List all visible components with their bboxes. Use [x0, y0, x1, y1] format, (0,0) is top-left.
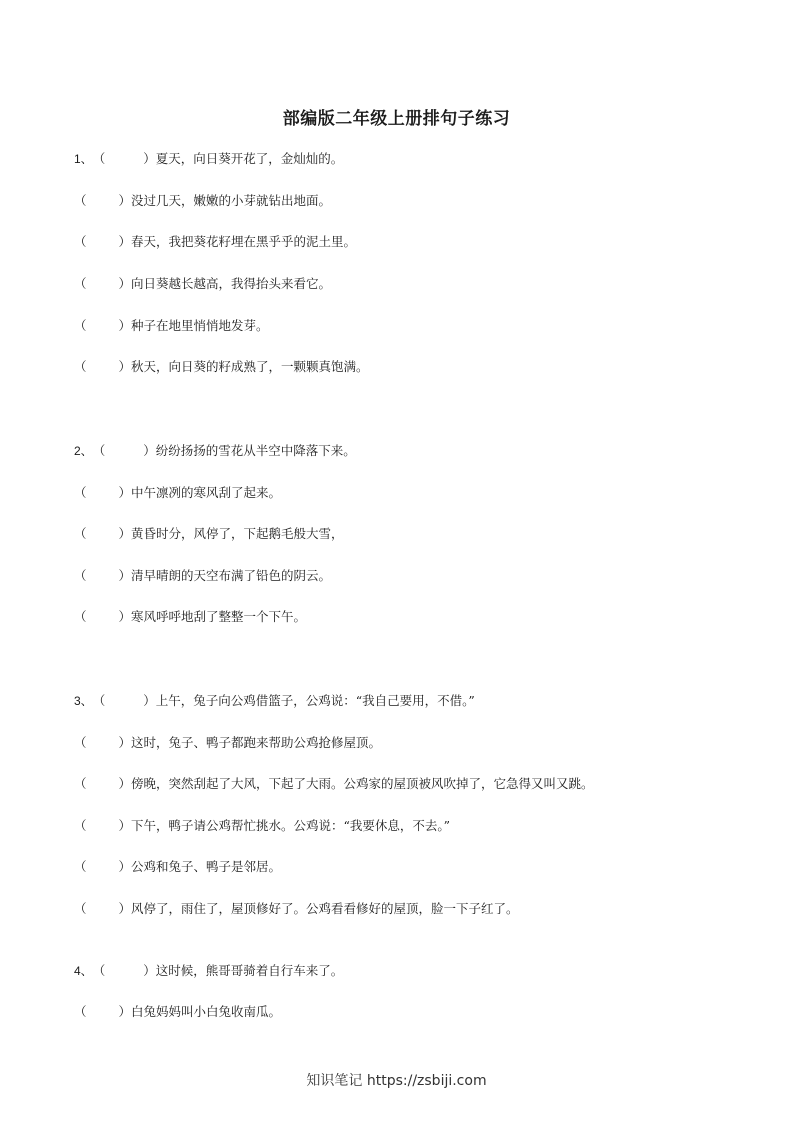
exercise-number: 3、 — [74, 694, 93, 708]
exercise-1-item-6 — [74, 359, 369, 375]
exercise-3-item-6 — [74, 901, 519, 917]
open-paren: （ — [92, 963, 106, 978]
exercise-2-item-5 — [74, 609, 306, 625]
exercise-3-item-3 — [74, 776, 594, 792]
close-paren: ） — [118, 818, 132, 833]
sentence-text: 黄昏时分，风停了，下起鹅毛般大雪， — [131, 526, 344, 541]
sentence-text: 没过几天，嫩嫩的小芽就钻出地面。 — [131, 193, 332, 208]
close-paren: ） — [118, 776, 132, 791]
sentence-text: 种子在地里悄悄地发芽。 — [131, 318, 269, 333]
open-paren: （ — [92, 443, 106, 458]
exercise-1-item-1 — [74, 151, 343, 167]
sentence-text: 下午，鸭子请公鸡帮忙挑水。公鸡说：“我要休息，不去。” — [131, 818, 451, 833]
exercise-4-item-1 — [74, 963, 343, 979]
close-paren: ） — [118, 193, 132, 208]
exercise-number: 4、 — [74, 964, 93, 978]
open-paren: （ — [74, 609, 87, 624]
sentence-text: 傍晚，突然刮起了大风，下起了大雨。公鸡家的屋顶被风吹掉了，它急得又叫又跳。 — [131, 776, 594, 791]
open-paren: （ — [74, 359, 87, 374]
open-paren: （ — [74, 568, 87, 583]
close-paren: ） — [118, 1004, 132, 1019]
sentence-text: 秋天，向日葵的籽成熟了，一颗颗真饱满。 — [131, 359, 369, 374]
open-paren: （ — [74, 485, 87, 500]
sentence-text: 这时，兔子、鸭子都跑来帮助公鸡抢修屋顶。 — [131, 735, 382, 750]
close-paren: ） — [118, 359, 132, 374]
sentence-text: 清早晴朗的天空布满了铅色的阴云。 — [131, 568, 332, 583]
sentence-text: 寒风呼呼地刮了整整一个下午。 — [131, 609, 307, 624]
open-paren: （ — [74, 776, 87, 791]
sentence-text: 风停了，雨住了，屋顶修好了。公鸡看看修好的屋顶，脸一下子红了。 — [131, 901, 519, 916]
exercise-1-item-5 — [74, 318, 269, 334]
close-paren: ） — [118, 568, 132, 583]
close-paren: ） — [143, 963, 156, 978]
open-paren: （ — [74, 318, 87, 333]
sentence-text: 中午凛冽的寒风刮了起来。 — [131, 485, 282, 500]
open-paren: （ — [74, 859, 87, 874]
page-title: 部编版二年级上册排句子练习 — [282, 109, 511, 129]
close-paren: ） — [118, 859, 132, 874]
open-paren: （ — [74, 735, 87, 750]
close-paren: ） — [118, 526, 132, 541]
open-paren: （ — [92, 151, 106, 166]
exercise-3-item-4 — [74, 818, 450, 834]
sentence-text: 纷纷扬扬的雪花从半空中降落下来。 — [155, 443, 356, 458]
open-paren: （ — [74, 818, 87, 833]
exercise-number: 2、 — [74, 444, 93, 458]
close-paren: ） — [118, 609, 132, 624]
exercise-2-item-2 — [74, 485, 281, 501]
exercise-1-item-2 — [74, 193, 331, 209]
exercise-2-item-1 — [74, 443, 356, 459]
exercise-3-item-5 — [74, 859, 281, 875]
exercise-3-item-1 — [74, 693, 475, 709]
open-paren: （ — [74, 526, 87, 541]
open-paren: （ — [92, 693, 106, 708]
exercise-2-item-4 — [74, 568, 331, 584]
open-paren: （ — [74, 1004, 87, 1019]
sentence-text: 春天，我把葵花籽埋在黑乎乎的泥土里。 — [131, 234, 357, 249]
exercise-4-item-2 — [74, 1004, 281, 1020]
close-paren: ） — [118, 318, 132, 333]
exercise-2-item-3 — [74, 526, 344, 542]
open-paren: （ — [74, 193, 87, 208]
close-paren: ） — [143, 151, 156, 166]
exercise-3-item-2 — [74, 735, 381, 751]
sentence-text: 夏天，向日葵开花了，金灿灿的。 — [155, 151, 344, 166]
sentence-text: 这时候，熊哥哥骑着自行车来了。 — [155, 963, 344, 978]
open-paren: （ — [74, 901, 87, 916]
sentence-text: 上午，兔子向公鸡借篮子，公鸡说：“我自己要用，不借。” — [155, 693, 475, 708]
sentence-text: 向日葵越长越高，我得抬头来看它。 — [131, 276, 332, 291]
open-paren: （ — [74, 234, 87, 249]
close-paren: ） — [118, 234, 132, 249]
close-paren: ） — [118, 735, 132, 750]
exercise-1-item-4 — [74, 276, 331, 292]
close-paren: ） — [143, 693, 156, 708]
exercise-number: 1、 — [74, 152, 93, 166]
open-paren: （ — [74, 276, 87, 291]
close-paren: ） — [143, 443, 156, 458]
exercise-1-item-3 — [74, 234, 356, 250]
close-paren: ） — [118, 485, 132, 500]
sentence-text: 白兔妈妈叫小白兔收南瓜。 — [131, 1004, 282, 1019]
footer-watermark: 知识笔记 https://zsbiji.com — [306, 1073, 487, 1089]
close-paren: ） — [118, 276, 132, 291]
close-paren: ） — [118, 901, 132, 916]
sentence-text: 公鸡和兔子、鸭子是邻居。 — [131, 859, 282, 874]
